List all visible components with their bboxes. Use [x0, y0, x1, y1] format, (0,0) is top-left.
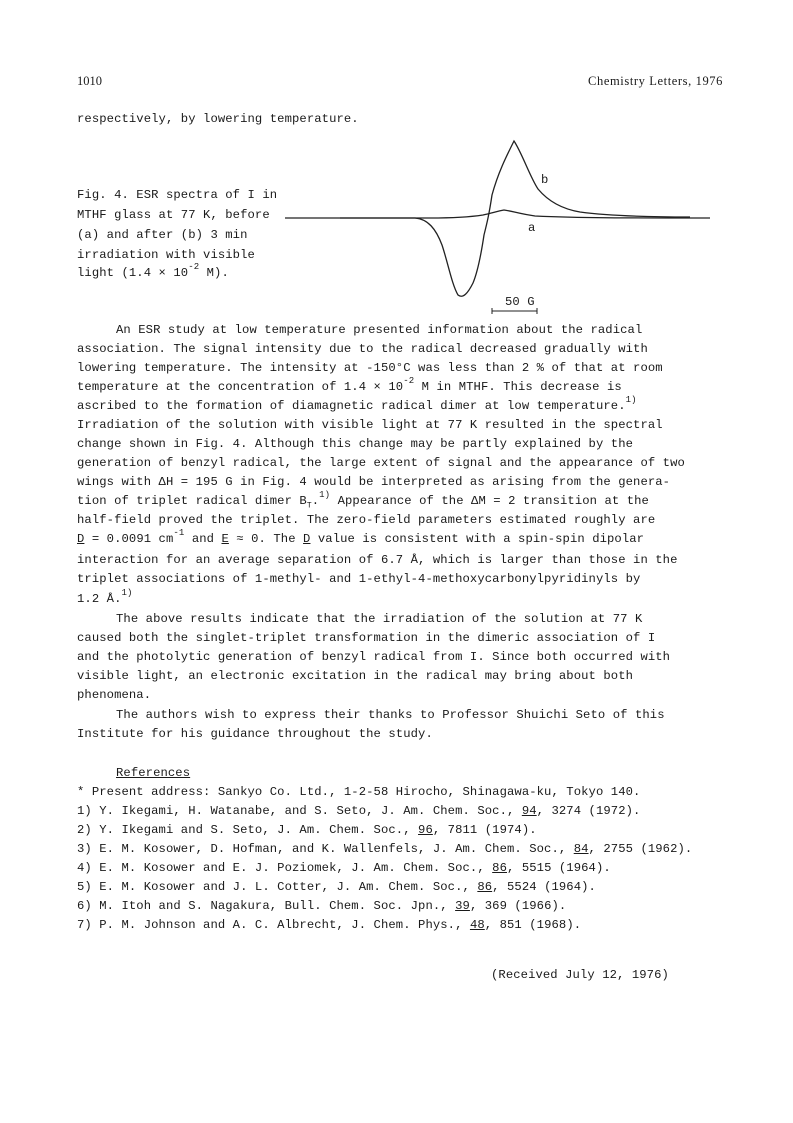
reference-item: 7) P. M. Johnson and A. C. Albrecht, J. Chem. Phys., 48, 851 (1968). — [77, 918, 582, 932]
text-line: phenomena. — [77, 688, 152, 702]
caption-line-4: irradiation with visible — [77, 248, 255, 262]
received-date: (Received July 12, 1976) — [491, 968, 669, 982]
text-line: wings with ΔH = 195 G in Fig. 4 would be interpreted as arising from the genera- — [77, 475, 671, 489]
text-line: visible light, an electronic excitation in the radical may bring about both — [77, 669, 634, 683]
reference-item: 6) M. Itoh and S. Nagakura, Bull. Chem. Soc. Jpn., 39, 369 (1966). — [77, 899, 567, 913]
text-line: interaction for an average separation of 6.7 Å, which is larger than those in the — [77, 553, 678, 567]
text-line: An ESR study at low temperature presented information about the radical — [116, 323, 643, 337]
reference-item: 1) Y. Ikegami, H. Watanabe, and S. Seto, J. Am. Chem. Soc., 94, 3274 (1972). — [77, 804, 641, 818]
text-line: association. The signal intensity due to the radical decreased gradually with — [77, 342, 648, 356]
text-line: lowering temperature. The intensity at -150°C was less than 2 % of that at room — [77, 361, 663, 375]
text-line: D = 0.0091 $cm^{-1}$ and E ≈ 0. The D value is consistent with a spin-spin dipolar — [77, 527, 645, 546]
label-b: b — [541, 173, 549, 187]
caption-line-2: MTHF glass at 77 K, before — [77, 208, 270, 222]
text-line: caused both the singlet-triplet transformation in the dimeric association of I — [77, 631, 656, 645]
page-number: 1010 — [77, 74, 102, 88]
present-address: * Present address: Sankyo Co. Ltd., 1-2-58 Hirocho, Shinagawa-ku, Tokyo 140. — [77, 785, 641, 799]
text-line: half-field proved the triplet. The zero-field parameters estimated roughly are — [77, 513, 656, 527]
esr-spectra-plot — [280, 135, 710, 325]
text-line: and the photolytic generation of benzyl radical from I. Since both occurred with — [77, 650, 671, 664]
reference-item: 2) Y. Ikegami and S. Seto, J. Am. Chem. Soc., 96, 7811 (1974). — [77, 823, 537, 837]
journal-header: Chemistry Letters, 1976 — [588, 74, 723, 88]
scale-label: 50 G — [505, 295, 535, 309]
caption-line-3: (a) and after (b) 3 min — [77, 228, 248, 242]
reference-item: 5) E. M. Kosower and J. L. Cotter, J. Am. Chem. Soc., 86, 5524 (1964). — [77, 880, 596, 894]
text-line: triplet associations of 1-methyl- and 1-ethyl-4-methoxycarbonylpyridinyls by — [77, 572, 641, 586]
caption-line-5: light ($1.4 \times 10^{-2}$ M). — [77, 261, 229, 280]
reference-item: 3) E. M. Kosower, D. Hofman, and K. Wallenfels, J. Am. Chem. Soc., 84, 2755 (1962). — [77, 842, 693, 856]
text-line: Irradiation of the solution with visible light at 77 K resulted in the spectral — [77, 418, 663, 432]
reference-item: 4) E. M. Kosower and E. J. Poziomek, J. Am. Chem. Soc., 86, 5515 (1964). — [77, 861, 611, 875]
text-line: 1.2 Å.$^{1)}$ — [77, 587, 133, 606]
text-line: The above results indicate that the irradiation of the solution at 77 K — [116, 612, 643, 626]
label-a: a — [528, 221, 536, 235]
references-heading: References — [116, 766, 191, 780]
text-line: generation of benzyl radical, the large extent of signal and the appearance of two — [77, 456, 685, 470]
text-line: temperature at the concentration of $1.4 \times 10^{-2}$ M in MTHF. This decrease is — [77, 375, 622, 394]
spectrum-b-curve — [340, 141, 690, 296]
text-line: change shown in Fig. 4. Although this change may be partly explained by the — [77, 437, 634, 451]
text-line: Institute for his guidance throughout the study. — [77, 727, 433, 741]
intro-line: respectively, by lowering temperature. — [77, 112, 359, 126]
caption-line-1: Fig. 4. ESR spectra of I in — [77, 188, 278, 202]
text-line: The authors wish to express their thanks to Professor Shuichi Seto of this — [116, 708, 665, 722]
text-line: ascribed to the formation of diamagnetic radical dimer at low temperature.$^{1)}$ — [77, 394, 637, 413]
text-line: tion of triplet radical dimer $B_T.^{1)}$ Appearance of the ΔM = 2 transition at the — [77, 489, 649, 511]
